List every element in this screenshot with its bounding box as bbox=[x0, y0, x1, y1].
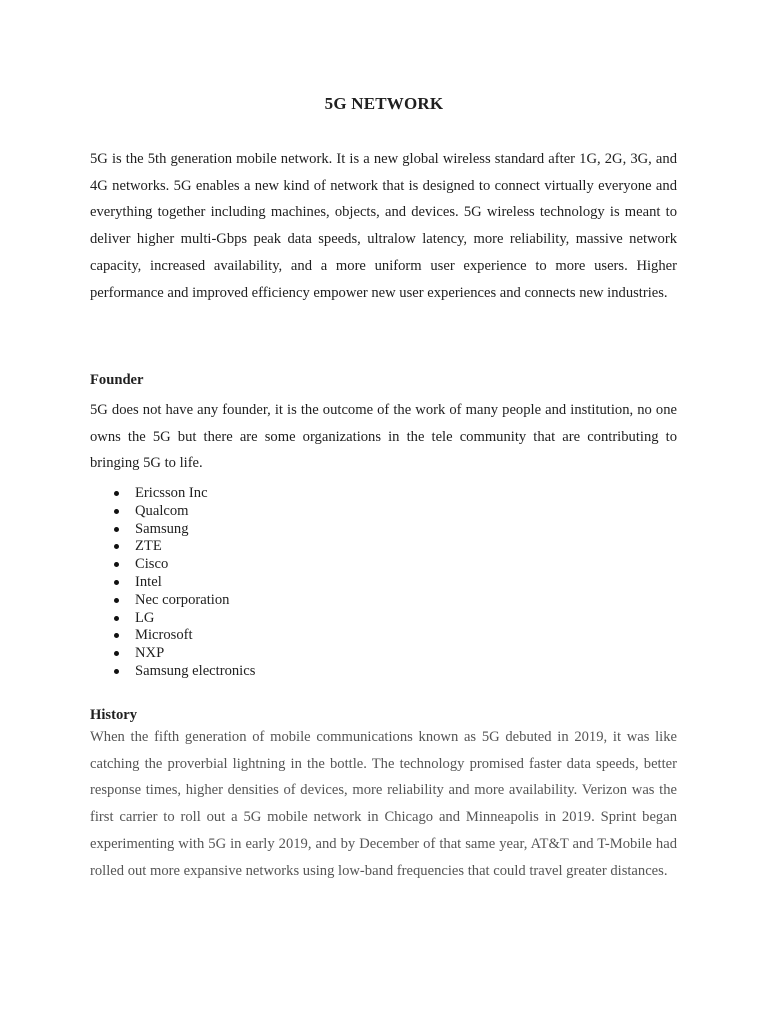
list-item bbox=[90, 485, 677, 503]
list-item bbox=[90, 521, 677, 539]
list-item-label: Samsung bbox=[135, 520, 189, 537]
list-item bbox=[90, 610, 677, 628]
list-item bbox=[90, 503, 677, 521]
list-item bbox=[90, 627, 677, 645]
list-item-label: Samsung electronics bbox=[135, 662, 256, 679]
bullet-icon bbox=[114, 509, 119, 514]
history-heading: History bbox=[90, 707, 138, 723]
history-paragraph: When the fifth generation of mobile communications known as 5G debuted in 2019, it was like catching the proverbial lightning in the bottle. The technology promised faster data speeds, better response times, higher densities of devices, more reliability and more availability. Verizon was the first carrier to roll out a 5G mobile network in Chicago and Minneapolis in 2019. Sprint began experimenting with 5G in early 2019, and by December of that same year, AT&T and T-Mobile had rolled out more expansive networks using low-band frequencies that could travel greater distances. bbox=[90, 729, 677, 879]
bullet-icon bbox=[114, 580, 119, 585]
list-item-label: Intel bbox=[135, 573, 162, 590]
list-item-label: NXP bbox=[135, 645, 165, 662]
list-item-label: Microsoft bbox=[135, 627, 193, 644]
list-item-label: LG bbox=[135, 609, 155, 626]
bullet-icon bbox=[114, 544, 119, 549]
list-item-label: Nec corporation bbox=[135, 591, 230, 608]
list-item-label: ZTE bbox=[135, 538, 162, 555]
bullet-icon bbox=[114, 669, 119, 674]
list-item bbox=[90, 663, 677, 681]
bullet-icon bbox=[114, 562, 119, 567]
bullet-icon bbox=[114, 651, 119, 656]
list-item-label: Qualcom bbox=[135, 502, 189, 519]
list-item-label: Cisco bbox=[135, 556, 169, 573]
founder-paragraph: 5G does not have any founder, it is the outcome of the work of many people and institution, no one owns the 5G but there are some organizations in the tele community that are contributing to bringing 5G to life. bbox=[90, 402, 677, 472]
bullet-icon bbox=[114, 527, 119, 532]
organization-list bbox=[90, 485, 677, 681]
bullet-icon bbox=[114, 598, 119, 603]
founder-heading: Founder bbox=[90, 372, 144, 388]
bullet-icon bbox=[114, 633, 119, 638]
list-item bbox=[90, 556, 677, 574]
list-item bbox=[90, 574, 677, 592]
bullet-icon bbox=[114, 491, 119, 496]
list-item bbox=[90, 592, 677, 610]
list-item bbox=[90, 645, 677, 663]
list-item bbox=[90, 538, 677, 556]
list-item-label: Ericsson Inc bbox=[135, 485, 208, 501]
intro-paragraph: 5G is the 5th generation mobile network. It is a new global wireless standard after 1G, 2G, 3G, and 4G networks. 5G enables a new kind of network that is designed to connect virtually everyone and everything together including machines, objects, and devices. 5G wireless technology is meant to deliver higher multi-Gbps peak data speeds, ultralow latency, more reliability, massive network capacity, increased availability, and a more uniform user experience to more users. Higher performance and improved efficiency empower new user experiences and connects new industries. bbox=[90, 151, 677, 301]
bullet-icon bbox=[114, 616, 119, 621]
document-title: 5G NETWORK bbox=[324, 94, 444, 113]
